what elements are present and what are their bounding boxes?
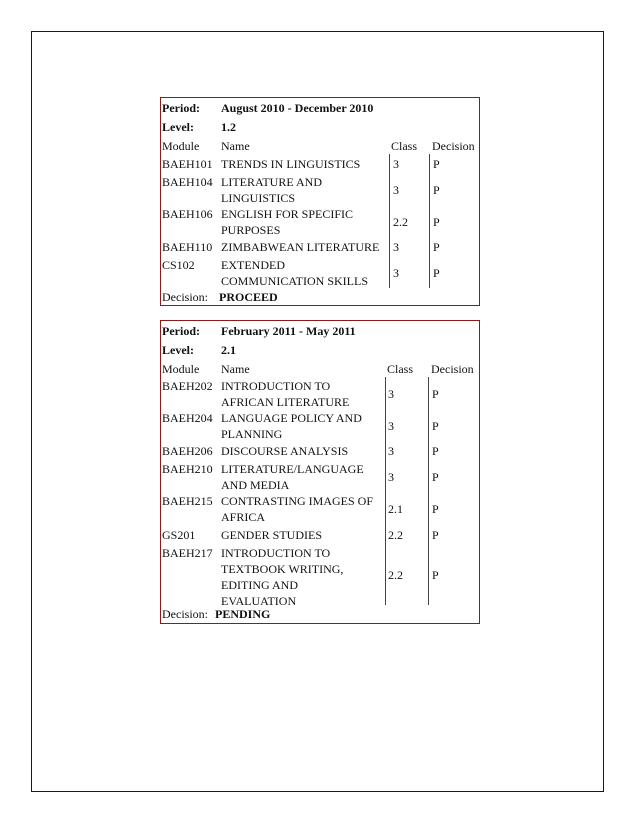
module-decision: P (432, 470, 439, 484)
column-divider (428, 377, 429, 605)
module-class: 3 (393, 240, 399, 254)
module-class: 2.2 (393, 215, 408, 229)
module-name: INTRODUCTION TO TEXTBOOK WRITING, EDITING AND EVALUATION (221, 546, 344, 608)
module-code: BAEH215 (162, 494, 213, 508)
overall-decision: PROCEED (219, 290, 278, 304)
column-header-class: Class (387, 362, 414, 376)
level-label: Level: (162, 120, 194, 134)
module-name: ZIMBABWEAN LITERATURE (221, 240, 380, 254)
module-code: BAEH202 (162, 379, 213, 393)
module-decision: P (433, 157, 440, 171)
decision-label: Decision: (162, 290, 208, 304)
module-code: CS102 (162, 258, 195, 272)
module-code: BAEH106 (162, 207, 213, 221)
module-name: EXTENDED COMMUNICATION SKILLS (221, 258, 369, 288)
period-value: February 2011 - May 2011 (221, 324, 356, 338)
column-header-decision: Decision (432, 139, 475, 153)
period-label: Period: (162, 324, 200, 338)
column-header-module: Module (162, 139, 200, 153)
module-class: 3 (388, 419, 394, 433)
module-name: ENGLISH FOR SPECIFIC PURPOSES (221, 207, 354, 237)
column-divider (389, 154, 390, 288)
column-header-name: Name (221, 362, 250, 376)
module-decision: P (432, 568, 439, 582)
module-code: BAEH101 (162, 157, 213, 171)
module-decision: P (433, 240, 440, 254)
results-block-period-1 (160, 97, 480, 306)
module-decision: P (432, 419, 439, 433)
level-label: Level: (162, 343, 194, 357)
module-name: LITERATURE/LANGUAGE AND MEDIA (221, 462, 364, 492)
module-decision: P (432, 387, 439, 401)
module-name: TRENDS IN LINGUISTICS (221, 157, 361, 171)
module-class: 2.1 (388, 502, 403, 516)
column-header-module: Module (162, 362, 200, 376)
module-code: BAEH217 (162, 546, 213, 560)
module-decision: P (433, 183, 440, 197)
module-code: BAEH104 (162, 175, 213, 189)
overall-decision: PENDING (215, 607, 271, 621)
period-value: August 2010 - December 2010 (221, 101, 374, 115)
module-decision: P (433, 215, 440, 229)
module-name: LANGUAGE POLICY AND PLANNING (221, 411, 362, 441)
module-class: 3 (393, 266, 399, 280)
module-name: INTRODUCTION TO AFRICAN LITERATURE (221, 379, 350, 409)
column-divider (429, 154, 430, 288)
module-class: 2.2 (388, 528, 403, 542)
module-class: 3 (388, 444, 394, 458)
module-class: 2.2 (388, 568, 403, 582)
module-decision: P (433, 266, 440, 280)
module-code: GS201 (162, 528, 196, 542)
module-name: LITERATURE AND LINGUISTICS (221, 175, 322, 205)
period-label: Period: (162, 101, 200, 115)
module-name: CONTRASTING IMAGES OF AFRICA (221, 494, 374, 524)
column-header-name: Name (221, 139, 250, 153)
module-code: BAEH110 (162, 240, 213, 254)
module-decision: P (432, 444, 439, 458)
module-class: 3 (388, 470, 394, 484)
module-code: BAEH210 (162, 462, 213, 476)
results-block-period-2 (160, 320, 480, 624)
module-decision: P (432, 502, 439, 516)
module-name: DISCOURSE ANALYSIS (221, 444, 349, 458)
column-header-decision: Decision (431, 362, 474, 376)
module-decision: P (432, 528, 439, 542)
module-class: 3 (393, 183, 399, 197)
level-value: 2.1 (221, 343, 236, 357)
module-class: 3 (393, 157, 399, 171)
module-name: GENDER STUDIES (221, 528, 322, 542)
column-divider (385, 377, 386, 605)
column-header-class: Class (391, 139, 418, 153)
module-class: 3 (388, 387, 394, 401)
module-code: BAEH204 (162, 411, 213, 425)
decision-label: Decision: (162, 607, 208, 621)
module-code: BAEH206 (162, 444, 213, 458)
level-value: 1.2 (221, 120, 236, 134)
